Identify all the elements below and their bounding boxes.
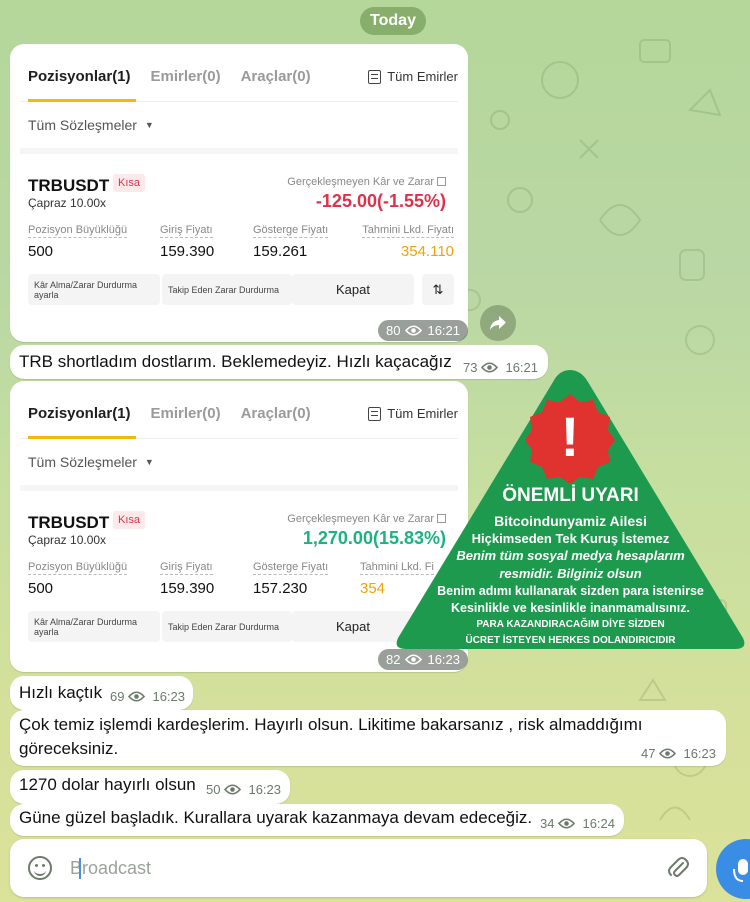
pnl-value: -125.00(-1.55%) bbox=[315, 191, 446, 211]
tab-positions: Pozisyonlar(1) bbox=[28, 405, 131, 422]
view-count: 82 bbox=[386, 652, 401, 667]
tp-sl-button: Kâr Alma/Zarar Durdurma ayarla bbox=[28, 611, 160, 642]
tab-positions: Pozisyonlar(1) bbox=[28, 68, 131, 85]
message-text: Güne güzel başladık. Kurallara uyarak kazanmaya devam edeceğiz. bbox=[19, 808, 533, 827]
all-orders-link bbox=[368, 69, 458, 84]
caret-down-icon: ▼ bbox=[144, 120, 154, 130]
stat-entry: Giriş Fiyatı 159.390 bbox=[160, 561, 215, 597]
warning-overlay bbox=[393, 366, 748, 650]
caret-down-icon: ▼ bbox=[144, 457, 154, 467]
contracts-filter-label: Tüm Sözleşmeler bbox=[28, 454, 137, 470]
active-tab-indicator bbox=[28, 99, 136, 102]
pnl-label: Gerçekleşmeyen Kâr ve Zarar bbox=[287, 513, 446, 525]
swap-icon: ⇅ bbox=[422, 274, 454, 305]
warning-line: Benim adımı kullanarak sizden para istenirse bbox=[437, 584, 704, 598]
tab-orders: Emirler(0) bbox=[150, 68, 221, 85]
eye-icon bbox=[405, 325, 422, 336]
view-count: 47 bbox=[641, 746, 656, 761]
message-meta bbox=[540, 816, 615, 831]
contracts-filter bbox=[20, 102, 458, 154]
text-message[interactable] bbox=[10, 676, 193, 710]
pnl-value: 1,270.00(15.83%) bbox=[302, 528, 446, 548]
alert-badge-icon bbox=[524, 392, 616, 484]
action-buttons bbox=[20, 274, 458, 316]
tab-tools: Araçlar(0) bbox=[240, 405, 311, 422]
warning-line: resmidir. Bilginiz olsun bbox=[499, 566, 642, 581]
trailing-stop-button: Takip Eden Zarar Durdurma bbox=[162, 611, 292, 642]
warning-line: Bitcoindunyamiz Ailesi bbox=[494, 513, 647, 529]
position-stats bbox=[20, 214, 458, 274]
post-meta bbox=[378, 320, 468, 341]
eye-icon bbox=[558, 818, 575, 829]
message-text: Çok temiz işlemdi kardeşlerim. Hayırlı olsun. Likitime bakarsanız , risk almaddığımı göreceksiniz. bbox=[19, 715, 643, 758]
view-count: 34 bbox=[540, 816, 555, 831]
message-meta bbox=[206, 782, 281, 797]
stat-size: Pozisyon Büyüklüğü 500 bbox=[28, 224, 128, 260]
tabs-bar bbox=[20, 52, 458, 102]
message-time: 16:23 bbox=[152, 689, 186, 704]
pnl-label: Gerçekleşmeyen Kâr ve Zarar bbox=[287, 176, 446, 188]
warning-line: Benim tüm sosyal medya hesaplarım bbox=[456, 548, 685, 563]
text-message[interactable] bbox=[10, 770, 290, 804]
message-input[interactable] bbox=[70, 853, 650, 883]
all-orders-label: Tüm Emirler bbox=[387, 69, 458, 84]
position-header bbox=[20, 154, 458, 214]
warning-title: ÖNEMLİ UYARI bbox=[502, 485, 639, 506]
view-count: 69 bbox=[110, 689, 125, 704]
side-badge: Kısa bbox=[113, 511, 145, 529]
warning-line: Hiçkimseden Tek Kuruş İstemez bbox=[471, 531, 670, 546]
eye-icon bbox=[659, 748, 676, 759]
warning-line: Kesinlikle ve kesinlikle inanmamalısınız. bbox=[450, 601, 690, 615]
emoji-icon[interactable] bbox=[28, 856, 52, 880]
stat-mark: Gösterge Fiyatı 159.261 bbox=[253, 224, 329, 260]
eye-icon bbox=[128, 691, 145, 702]
stat-liq: Tahmini Lkd. Fi 354 bbox=[360, 561, 434, 597]
composer bbox=[10, 839, 707, 897]
text-message[interactable] bbox=[10, 710, 726, 766]
warning-line: ÜCRET İSTEYEN HERKES DOLANDIRICIDIR bbox=[465, 635, 676, 646]
paperclip-icon[interactable] bbox=[665, 855, 691, 881]
message-time: 16:23 bbox=[248, 782, 282, 797]
view-count: 73 bbox=[463, 360, 478, 375]
eye-icon bbox=[405, 654, 422, 665]
text-cursor bbox=[79, 858, 81, 879]
all-orders-label: Tüm Emirler bbox=[387, 406, 458, 421]
document-icon bbox=[368, 70, 381, 84]
tp-sl-button: Kâr Alma/Zarar Durdurma ayarla bbox=[28, 274, 160, 305]
stat-mark: Gösterge Fiyatı 157.230 bbox=[253, 561, 329, 597]
message-time: 16:24 bbox=[582, 816, 616, 831]
message-text: TRB shortladım dostlarım. Beklemedeyiz. Hızlı kaçacağız bbox=[19, 352, 452, 371]
stat-liq: Tahmini Lkd. Fiyatı 354.110 bbox=[362, 224, 454, 260]
view-count: 80 bbox=[386, 323, 401, 338]
close-position-button: Kapat bbox=[292, 274, 414, 305]
post-time: 16:21 bbox=[427, 323, 461, 338]
post-meta bbox=[378, 649, 468, 670]
message-text: Hızlı kaçtık bbox=[19, 683, 103, 702]
position-screenshot bbox=[20, 52, 461, 338]
symbol: TRBUSDT bbox=[28, 513, 110, 532]
message-time: 16:23 bbox=[683, 746, 717, 761]
message-meta bbox=[110, 689, 185, 704]
image-post[interactable] bbox=[10, 44, 468, 342]
stat-entry: Giriş Fiyatı 159.390 bbox=[160, 224, 215, 260]
date-separator: Today bbox=[360, 7, 426, 35]
close-position-button: Kapat bbox=[292, 611, 414, 642]
warning-line: PARA KAZANDIRACAĞIM DİYE SİZDEN bbox=[476, 619, 665, 630]
message-time: 16:21 bbox=[505, 360, 539, 375]
contracts-filter-label: Tüm Sözleşmeler bbox=[28, 117, 137, 133]
side-badge: Kısa bbox=[113, 174, 145, 192]
tab-tools: Araçlar(0) bbox=[240, 68, 311, 85]
symbol: TRBUSDT bbox=[28, 176, 110, 195]
stat-size: Pozisyon Büyüklüğü 500 bbox=[28, 561, 128, 597]
text-message[interactable] bbox=[10, 804, 624, 836]
share-button[interactable] bbox=[480, 305, 516, 341]
message-meta bbox=[641, 746, 716, 761]
external-link-icon bbox=[437, 177, 446, 186]
active-tab-indicator bbox=[28, 436, 136, 439]
document-icon bbox=[368, 407, 381, 421]
post-time: 16:23 bbox=[427, 652, 461, 667]
message-text: 1270 dolar hayırlı olsun bbox=[19, 775, 196, 794]
microphone-icon bbox=[716, 839, 750, 899]
leverage: Çapraz 10.00x bbox=[28, 533, 107, 547]
svg-text:!: ! bbox=[560, 405, 580, 468]
eye-icon bbox=[224, 784, 241, 795]
share-icon bbox=[489, 315, 507, 331]
trailing-stop-button: Takip Eden Zarar Durdurma bbox=[162, 274, 292, 305]
view-count: 50 bbox=[206, 782, 221, 797]
tab-orders: Emirler(0) bbox=[150, 405, 221, 422]
leverage: Çapraz 10.00x bbox=[28, 196, 107, 210]
microphone-button[interactable] bbox=[716, 839, 750, 899]
